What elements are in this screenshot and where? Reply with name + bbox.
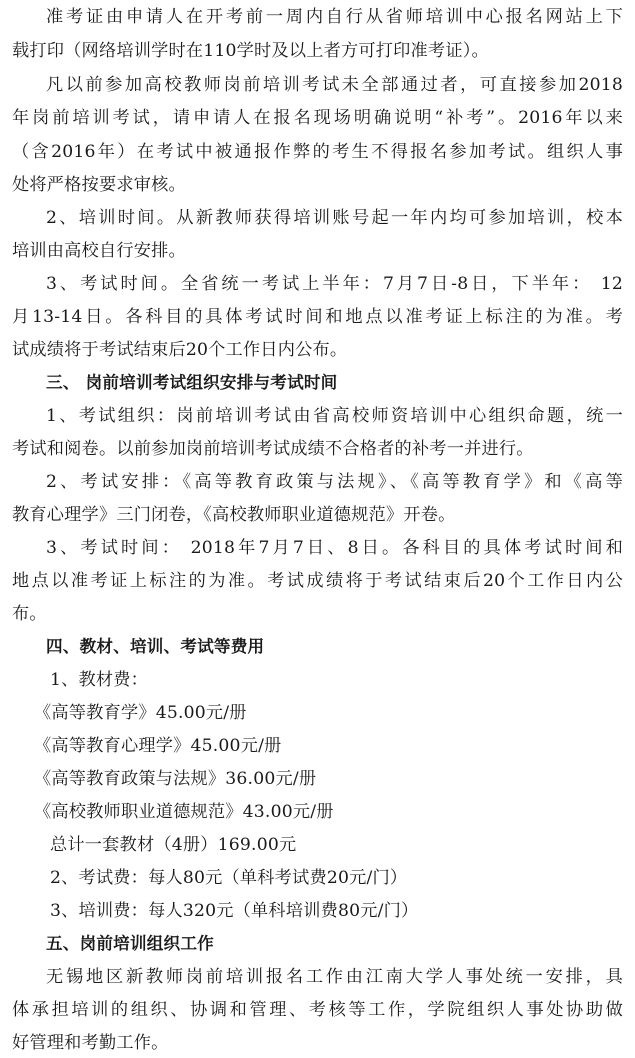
paragraph-line: 处将严格按要求审核。 xyxy=(12,175,186,195)
paragraph-line: 1、考试组织：岗前培训考试由省高校师资培训中心组织命题，统一 xyxy=(46,406,623,426)
section-heading-3: 三、 岗前培训考试组织安排与考试时间 xyxy=(46,373,338,392)
textbook-total-line: 总计一套教材（4册）169.00元 xyxy=(50,835,297,855)
paragraph-line: 3、考试时间。全省统一考试上半年：7月7日-8日，下半年： 12 xyxy=(46,274,623,294)
paragraph-line: 教育心理学》三门闭卷，《高校教师职业道德规范》开卷。 xyxy=(12,505,456,525)
textbook-price-line: 《高等教育政策与法规》36.00元/册 xyxy=(34,769,317,789)
paragraph-line: 月13-14日。各科目的具体考试时间和地点以准考证上标注的为准。考 xyxy=(12,307,623,327)
paragraph-line: 年岗前培训考试，请申请人在报名现场明确说明“补考”。2016年以来 xyxy=(12,108,623,128)
paragraph-line: 3、考试时间： 2018年7月7日、8日。各科目的具体考试时间和 xyxy=(46,538,623,558)
paragraph-line: 布。 xyxy=(12,604,47,624)
textbook-price-line: 《高校教师职业道德规范》43.00元/册 xyxy=(34,802,334,822)
section-heading-5: 五、岗前培训组织工作 xyxy=(46,934,214,953)
training-fee-line: 3、培训费：每人320元（单科培训费80元/门） xyxy=(50,901,419,921)
paragraph-line: 准考证由申请人在开考前一周内自行从省师培训中心报名网站上下 xyxy=(46,7,623,27)
paragraph-line: 无锡地区新教师岗前培训报名工作由江南大学人事处统一安排，具 xyxy=(46,967,623,987)
exam-fee-line: 2、考试费：每人80元（单科考试费20元/门） xyxy=(50,868,408,888)
paragraph-line: 考试和阅卷。以前参加岗前培训考试成绩不合格者的补考一并进行。 xyxy=(12,439,534,459)
paragraph-line: 2、培训时间。从新教师获得培训账号起一年内均可参加培训，校本 xyxy=(46,208,623,228)
paragraph-line: 培训由高校自行安排。 xyxy=(12,241,186,261)
fee-subheading: 1、教材费： xyxy=(50,670,149,690)
paragraph-line: （含2016年）在考试中被通报作弊的考生不得报名参加考试。组织人事 xyxy=(12,142,623,162)
section-heading-4: 四、教材、培训、考试等费用 xyxy=(46,637,265,656)
paragraph-line: 2、考试安排：《高等教育政策与法规》、《高等教育学》和《高等 xyxy=(46,472,623,492)
paragraph-line: 试成绩将于考试结束后20个工作日内公布。 xyxy=(12,340,348,360)
textbook-price-line: 《高等教育心理学》45.00元/册 xyxy=(34,736,282,756)
paragraph-line: 好管理和考勤工作。 xyxy=(12,1033,169,1053)
paragraph-line: 凡以前参加高校教师岗前培训考试未全部通过者，可直接参加2018 xyxy=(46,75,623,95)
paragraph-line: 体承担培训的组织、协调和管理、考核等工作，学院组织人事处协助做 xyxy=(12,1000,623,1020)
textbook-price-line: 《高等教育学》45.00元/册 xyxy=(34,703,247,723)
paragraph-line: 载打印（网络培训学时在110学时及以上者方可打印准考证）。 xyxy=(12,41,489,61)
paragraph-line: 地点以准考证上标注的为准。考试成绩将于考试结束后20个工作日内公 xyxy=(12,571,623,591)
